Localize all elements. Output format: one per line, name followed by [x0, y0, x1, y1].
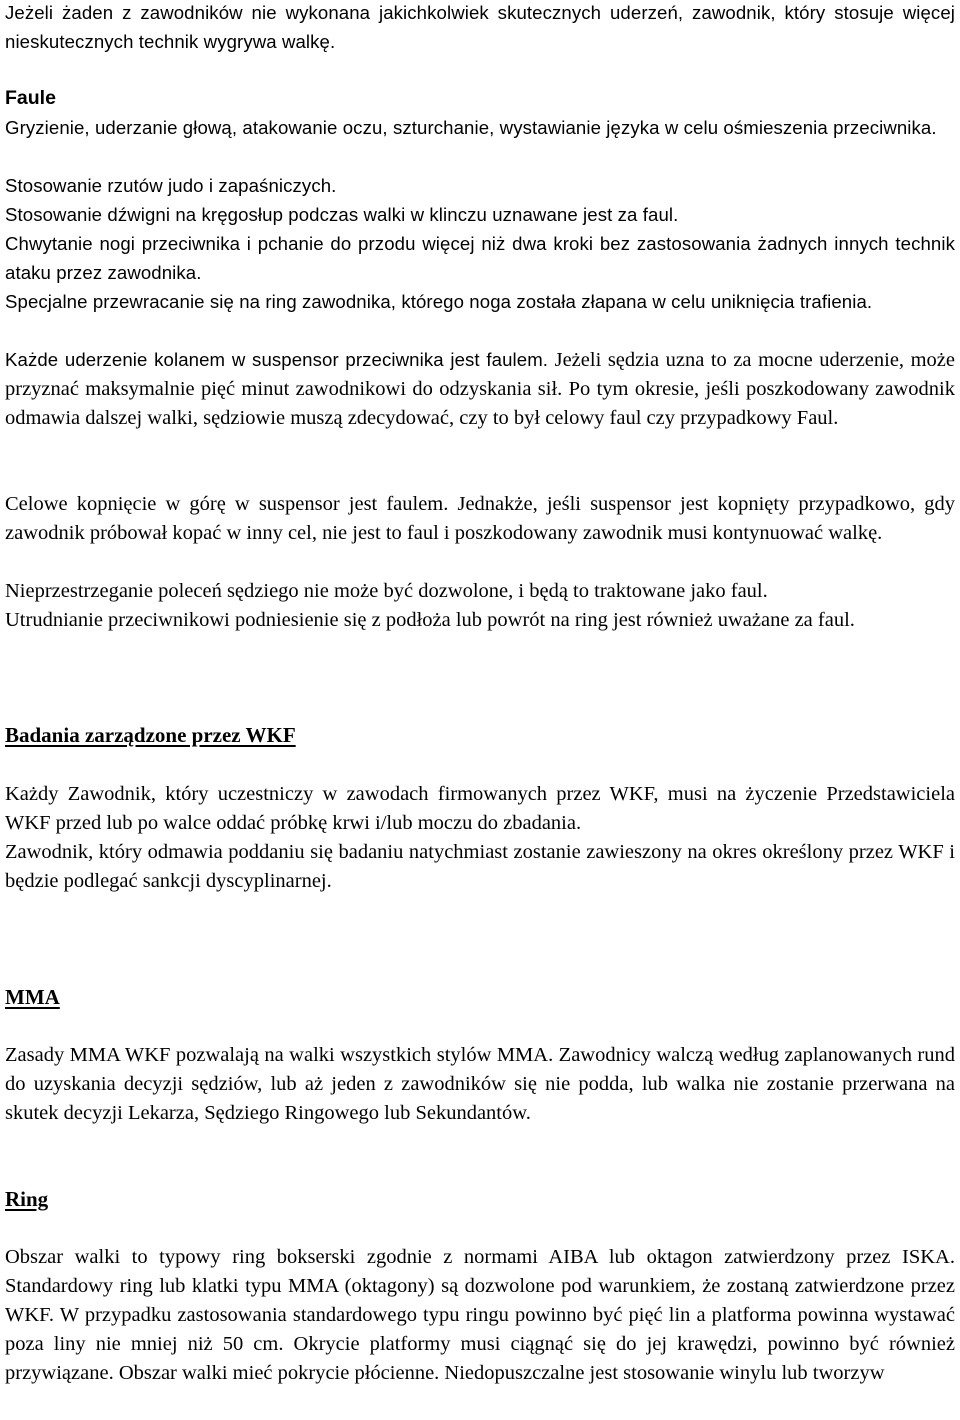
faule-item: Stosowanie rzutów judo i zapaśniczych.	[5, 175, 337, 196]
badania-paragraph-2: Zawodnik, który odmawia poddaniu się badaniu natychmiast zostanie zawieszony na okres określony przez WKF i będzie podlegać sankcji dyscyplinarnej.	[5, 841, 955, 892]
faule-heading: Faule	[5, 87, 56, 109]
faule-item: Gryzienie, uderzanie głową, atakowanie oczu, szturchanie, wystawianie języka w celu ośmieszenia przeciwnika.	[5, 117, 937, 138]
kolano-serif-text: Jeżeli sędzia uzna to za mocne uderzenie, może przyznać maksymalnie pięć minut zawodnikowi do odzyskania sił. Po tym okresie, jeśli poszkodowany zawodnik odmawia dalszej walki, sędziowie muszą zdecydować, czy to był celowy faul czy przypadkowy Faul.	[5, 349, 956, 429]
ring-heading: Ring	[5, 1187, 49, 1211]
intro-paragraph: Jeżeli żaden z zawodników nie wykonana jakichkolwiek skutecznych uderzeń, zawodnik, który stosuje więcej nieskutecznych technik wygrywa walkę.	[5, 2, 955, 52]
ring-paragraph: Obszar walki to typowy ring bokserski zgodnie z normami AIBA lub oktagon zatwierdzony przez ISKA. Standardowy ring lub klatki typu MMA (oktagony) są dozwolone pod warunkiem, że zostaną zatwierdzone przez WKF. W przypadku zastosowania standardowego typu ringu powinno być pięć lin a platforma powinna wystawać poza liny nie mniej niż 50 cm. Okrycie platformy musi ciągnąć się do jej krawędzi, powinno być również przywiązane. Obszar walki mieć pokrycie płócienne. Niedopuszczalne jest stosowanie winylu lub tworzyw	[5, 1246, 955, 1384]
mma-paragraph: Zasady MMA WKF pozwalają na walki wszystkich stylów MMA. Zawodnicy walczą według zaplanowanych rund do uzyskania decyzji sędziów, lub aż jeden z zawodników się nie podda, lub walka nie zostanie przerwana na skutek decyzji Lekarza, Sędziego Ringowego lub Sekundantów.	[5, 1044, 955, 1124]
kolano-sans-text: Każde uderzenie kolanem w suspensor przeciwnika jest faulem.	[5, 349, 549, 370]
kolano-paragraph	[5, 345, 955, 433]
faule-item: Specjalne przewracanie się na ring zawodnika, którego noga została złapana w celu uniknięcia trafienia.	[5, 291, 873, 312]
faule-item: Stosowanie dźwigni na kręgosłup podczas walki w klinczu uznawane jest za faul.	[5, 204, 679, 225]
badania-paragraph-1: Każdy Zawodnik, który uczestniczy w zawodach firmowanych przez WKF, musi na życzenie Przedstawiciela WKF przed lub po walce oddać próbkę krwi i/lub moczu do zbadania.	[5, 783, 955, 834]
celowe-paragraph: Celowe kopnięcie w górę w suspensor jest faulem. Jednakże, jeśli suspensor jest kopnięty przypadkowo, gdy zawodnik próbował kopać w inny cel, nie jest to faul i poszkodowany zawodnik musi kontynuować walkę.	[5, 493, 955, 544]
mma-heading: MMA	[5, 985, 60, 1009]
utrudnianie-paragraph: Utrudnianie przeciwnikowi podniesienie się z podłoża lub powrót na ring jest również uważane za faul.	[5, 609, 855, 631]
nieprzestrzeganie-paragraph: Nieprzestrzeganie poleceń sędziego nie może być dozwolone, i będą to traktowane jako faul.	[5, 580, 768, 602]
badania-heading: Badania zarządzone przez WKF	[5, 723, 296, 747]
faule-item: Chwytanie nogi przeciwnika i pchanie do przodu więcej niż dwa kroki bez zastosowania żadnych innych technik ataku przez zawodnika.	[5, 233, 955, 283]
